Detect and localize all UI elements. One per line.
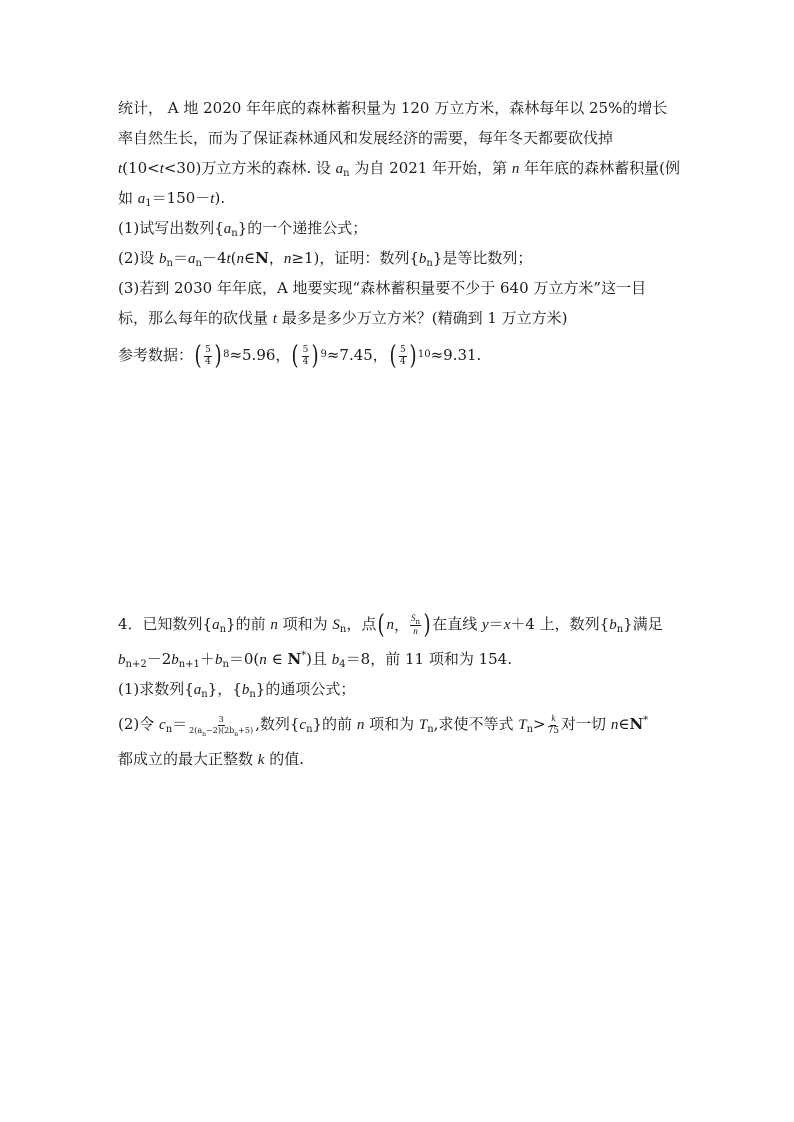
text: }是等比数列； [432, 249, 533, 267]
var-a: a [223, 221, 232, 237]
reference-label: 参考数据： [118, 346, 194, 364]
text: ). [214, 189, 226, 207]
subscript: n+2 [125, 659, 147, 670]
text: 标，那么每年的砍伐量 [118, 309, 273, 327]
var-t: t [210, 191, 215, 207]
problem-3-part-1 [118, 213, 688, 243]
fraction: $\frac{5}{4}$ [399, 344, 406, 367]
text: 都成立的最大正整数 [118, 750, 258, 768]
problem-4-part-2-line-1 [118, 704, 688, 744]
problem-3-part-3-line-1 [118, 273, 688, 303]
text: 的值. [264, 750, 304, 768]
var-a: a [137, 191, 146, 207]
var-T: T [418, 717, 428, 733]
text: }满足 [623, 615, 663, 633]
subscript: n [222, 659, 229, 670]
text: ≈9.31. [430, 346, 482, 364]
problem-4-part-1 [118, 674, 688, 704]
fraction: $\frac{5}{4}$ [302, 344, 309, 367]
subscript: n [166, 258, 173, 269]
var-b: b [118, 652, 126, 668]
subscript: n [165, 724, 173, 735]
text: }，{ [207, 680, 242, 698]
subscript: n [427, 724, 434, 735]
text: (1)求数列{ [118, 680, 194, 698]
exponent: 10 [417, 349, 431, 360]
fraction-cn: $\frac{3}{2(a_n-2)(2b_n+5)}$ [189, 714, 254, 738]
text: 项和为 [277, 615, 333, 633]
text: 为自 2021 年开始，第 [349, 159, 512, 177]
text: 对一切 [561, 715, 611, 733]
var-t: t [272, 311, 277, 327]
text: > [533, 715, 546, 733]
var-n: n [270, 617, 278, 633]
text: ＝0( [228, 650, 260, 668]
exponent: 8 [223, 349, 230, 360]
subscript: n [616, 624, 624, 635]
var-b: b [159, 251, 167, 267]
text: }的前 [312, 715, 357, 733]
var-b: b [331, 652, 340, 668]
problem-4 [118, 604, 688, 774]
problem-3 [118, 93, 688, 377]
text: (2)令 [118, 715, 160, 733]
text: ,数列{ [255, 715, 300, 733]
var-n: n [236, 251, 245, 267]
text: ≈5.96， [229, 346, 291, 364]
subscript: n [343, 168, 350, 179]
var-b: b [609, 617, 617, 633]
text: (2)设 [118, 249, 160, 267]
text: <30)万立方米的森林. 设 [163, 159, 336, 177]
subscript: 1 [145, 198, 152, 209]
text: ＝ [488, 615, 504, 633]
var-a: a [188, 251, 196, 267]
text: 最多是多少万立方米？(精确到 1 万立方米) [276, 309, 568, 327]
fraction-k-75: $\frac{k}{75}$ [547, 713, 560, 736]
text: )且 [306, 650, 332, 668]
subscript: n [426, 258, 433, 269]
subscript: n [219, 624, 227, 635]
var-a: a [193, 682, 202, 698]
fraction: $\frac{5}{4}$ [205, 344, 211, 367]
text: }的一个递推公式； [237, 219, 368, 237]
subscript: 4 [339, 659, 346, 670]
var-t: t [159, 161, 164, 177]
text: ，点 [346, 615, 377, 633]
text: ＋ [199, 650, 215, 668]
text: ∈ [266, 650, 288, 668]
var-n: n [511, 161, 520, 177]
subscript: n [306, 724, 313, 735]
exponent: 9 [320, 349, 327, 360]
reference-data [118, 333, 688, 377]
subscript: n [526, 724, 534, 735]
text: 如 [118, 189, 138, 207]
problem-3-line-3 [118, 153, 688, 183]
subscript: n+1 [178, 659, 200, 670]
var-n: n [610, 717, 619, 733]
var-y: y [482, 617, 489, 633]
problem-4-line-2 [118, 644, 688, 674]
var-n: n [259, 652, 267, 668]
var-k: k [257, 752, 265, 768]
var-t: t [226, 251, 231, 267]
var-c: c [299, 717, 307, 733]
var-b: b [171, 652, 179, 668]
var-b: b [241, 682, 250, 698]
var-n: n [386, 617, 395, 633]
text: ， [268, 249, 284, 267]
point-expression: ( n ， $\frac{S_n}{n}$ ) [376, 605, 432, 645]
var-a: a [335, 161, 344, 177]
text: －4 [201, 249, 227, 267]
var-S: S [332, 617, 340, 633]
var-t: t [118, 161, 123, 177]
text: 率自然生长，而为了保证森林通风和发展经济的需要，每年冬天都要砍伐掉 [118, 129, 614, 147]
set-N: N [287, 650, 302, 668]
text: 在直线 [432, 615, 482, 633]
text: ≥1)，证明：数列{ [291, 249, 419, 267]
var-c: c [159, 717, 166, 733]
text: ∈ [618, 715, 630, 733]
subscript: n [231, 228, 238, 239]
text: }的前 [226, 615, 271, 633]
text: －2 [146, 650, 172, 668]
problem-3-line-4 [118, 183, 688, 213]
superscript: * [301, 650, 307, 661]
problem-3-line-1 [118, 93, 688, 123]
var-x: x [503, 617, 511, 633]
power-term-1: ( $\frac{5}{4}$ ) 8 [193, 335, 229, 377]
text: ＝150－ [151, 189, 211, 207]
text: ， [394, 616, 410, 634]
text: 统计， A 地 2020 年年底的森林蓄积量为 120 万立方米，森林每年以 25%的增长 [118, 99, 668, 117]
subscript: n [339, 624, 347, 635]
text: ＝ [172, 249, 188, 267]
problem-3-line-2 [118, 123, 688, 153]
text: ( [230, 249, 237, 267]
power-term-2: ( $\frac{5}{4}$ ) 9 [290, 335, 326, 377]
fraction: $\frac{S_n}{n}$ [411, 612, 421, 636]
text: ＝ [172, 715, 188, 733]
text: }的通项公式； [255, 680, 356, 698]
var-n: n [283, 251, 292, 267]
problem-4-line-1 [118, 604, 688, 644]
var-T: T [518, 717, 527, 733]
var-b: b [214, 652, 223, 668]
var-n: n [356, 717, 365, 733]
var-b: b [418, 251, 427, 267]
text: ∈ [244, 249, 256, 267]
set-N: N [629, 715, 644, 733]
text: 项和为 [364, 715, 419, 733]
text: ,求使不等式 [433, 715, 519, 733]
text: (10< [122, 159, 160, 177]
subscript: n [249, 689, 256, 700]
text: 年年底的森林蓄积量(例 [519, 159, 680, 177]
set-N: N [255, 249, 269, 267]
problem-4-part-2-line-2 [118, 744, 688, 774]
text: ＋4 上，数列{ [510, 615, 610, 633]
text: (1)试写出数列{ [118, 219, 224, 237]
subscript: n [195, 258, 202, 269]
text: (3)若到 2030 年年底，A 地要实现“森林蓄积量要不少于 640 万立方米”这一目 [118, 279, 647, 297]
power-term-3: ( $\frac{5}{4}$ ) 10 [388, 335, 431, 377]
text: 4．已知数列{ [118, 615, 213, 633]
subscript: n [201, 689, 208, 700]
text: ≈7.45， [326, 346, 388, 364]
problem-3-part-2 [118, 243, 688, 273]
var-a: a [212, 617, 220, 633]
text: ＝8，前 11 项和为 154. [345, 650, 512, 668]
superscript: * [643, 715, 649, 726]
problem-3-part-3-line-2 [118, 303, 688, 333]
